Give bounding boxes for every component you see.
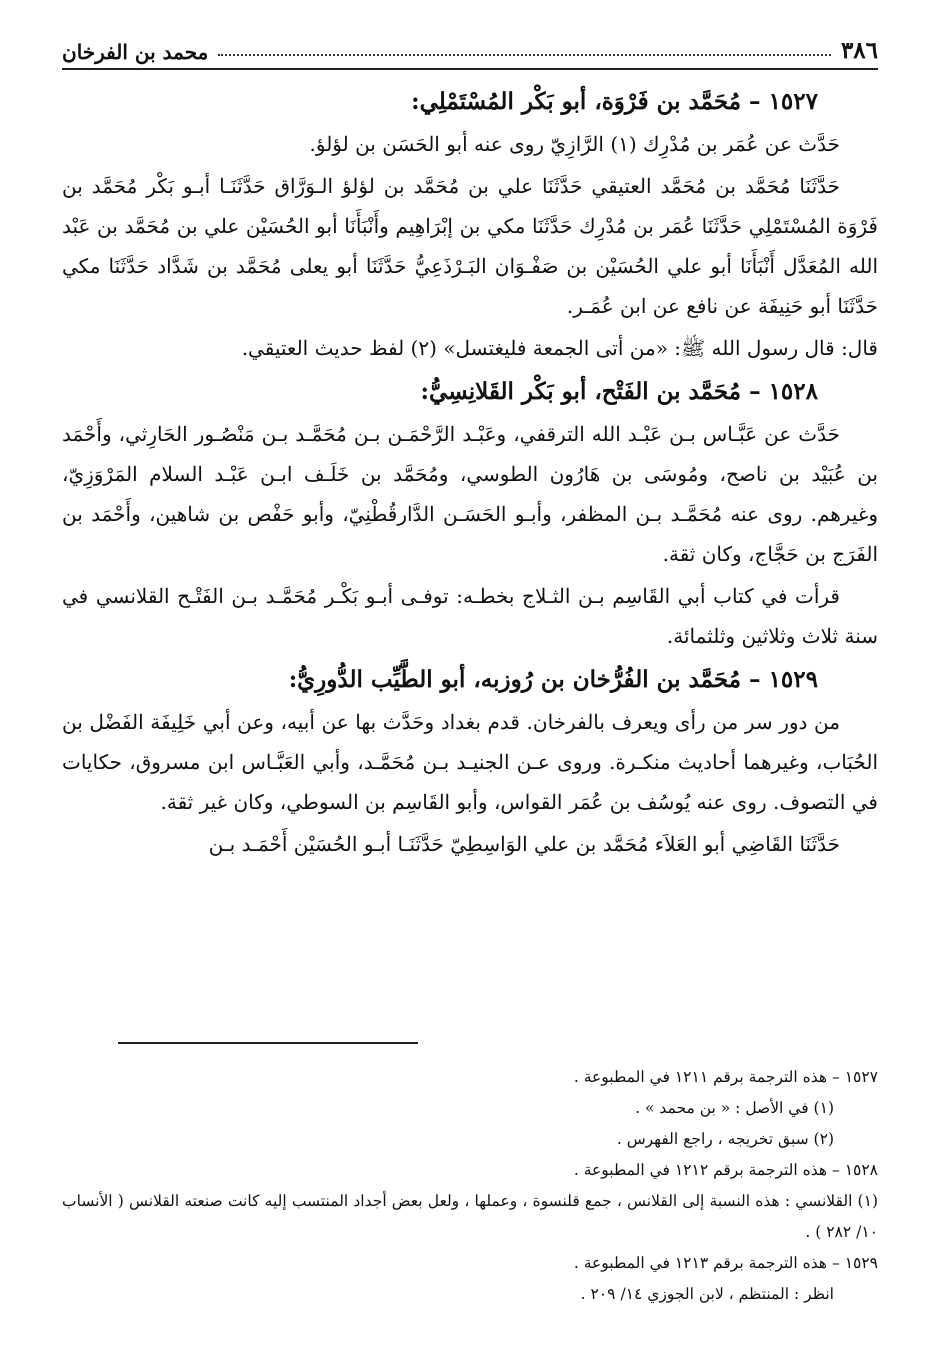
entry-1529-paragraph: حَدَّثَنَا القَاضِي أبو العَلاَء مُحَمَّد بن علي الوَاسِطِيّ حَدَّثَنَـا أبـو الحُسَيْن أَحْمَـد بـن xyxy=(208,832,840,856)
footnotes xyxy=(62,1062,878,1310)
entry-1527-paragraph: حَدَّثَنَا مُحَمَّد بن مُحَمَّد العتيقي حَدَّثَنَا علي بن مُحَمَّد بن لؤلؤ الـوَرَّاق حَدَّثَنَـا أبـو بَكْر مُحَمَّد بن فَرْوَة المُسْتَمْلِي حَدَّثَنَا عُمَر بن مُدْرِك حَدَّثَنَا مكي بن إبْرَاهِيم وأَنْبَأَنَا أبو الحُسَيْن علي بن مُحَمَّد بن عَبْد الله المُعَدَّل أَنْبَأَنَا أبو علي الحُسَيْن بن صَفْـوَان البَـرْذَعِيُّ حَدَّثَنَا أبو يعلى مُحَمَّد بن شَدَّاد حَدَّثَنَا مكي حَدَّثَنَا أبو حَنِيفَة عن نافع عن ابن عُمَـر. xyxy=(62,174,878,318)
entry-1528-paragraph: قرأت في كتاب أبي القَاسِم بـن الثـلاج بخطـه: توفـى أبـو بَكْـر مُحَمَّـد بـن الفَتْـح القلانسي في سنة ثلاث وثلاثين وثلثمائة. xyxy=(62,584,878,648)
main-text xyxy=(62,80,878,866)
footnote-1529: ١٥٢٩ – هذه الترجمة برقم ١٢١٣ في المطبوعة . xyxy=(573,1254,878,1272)
entry-heading-1528: ١٥٢٨ – مُحَمَّد بن الفَتْح، أبو بَكْر القَلانِسِيُّ: xyxy=(420,378,818,405)
footnote-1527-note-2: (٢) سبق تخريجه ، راجع الفهرس . xyxy=(616,1130,834,1148)
entry-1529-paragraph: من دور سر من رأى ويعرف بالفرخان. قدم بغداد وحَدَّث بها عن أبيه، وعن أبي خَلِيفَة الفَضْل بن الحُبَاب، وغيرهما أحاديث منكـرة. وروى عـن الجنيـد بـن مُحَمَّـد، وأبي العَبَّـاس ابن مسروق، حكايات في التصوف. روى عنه يُوسُف بن عُمَر القواس، وأبو القَاسِم بن السوطي، وكان غير ثقة. xyxy=(62,710,878,814)
footnote-divider xyxy=(118,1042,418,1044)
running-header xyxy=(62,30,878,70)
page-number: ٣٨٦ xyxy=(840,37,878,64)
header-dot-leader xyxy=(218,54,831,56)
entry-1527-paragraph: قال: قال رسول الله ﷺ: «من أتى الجمعة فليغتسل» (٢) لفظ حديث العتيقي. xyxy=(241,336,878,360)
entry-heading-1529: ١٥٢٩ – مُحَمَّد بن الفُرُّخان بن رُوزبه، أبو الطَّيِّب الدُّورِيُّ: xyxy=(288,666,818,693)
entry-1528-paragraph: حَدَّث عن عَبَّـاس بـن عَبْـد الله الترقفي، وعَبْـد الرَّحْمَـن بـن مُحَمَّـد بـن مَنْصُـور الحَارِثي، وأَحْمَد بن عُبَيْد بن ناصح، ومُوسَى بن هَارُون الطوسي، ومُحَمَّد بن خَلَـف ابـن عَبْـد السلام المَرْوَزِيّ، وغيرهم. روى عنه مُحَمَّـد بـن المظفر، وأبـو الحَسَـن الدَّارقُطْنِيّ، وأبو حَفْص بن شاهين، وأَحْمَد بن الفَرَج بن حَجَّاج، وكان ثقة. xyxy=(62,422,878,566)
footnote-1528: ١٥٢٨ – هذه الترجمة برقم ١٢١٢ في المطبوعة . xyxy=(573,1161,878,1179)
entry-1527-paragraph: حَدَّث عن عُمَر بن مُدْرِك (١) الرَّازِيّ روى عنه أبو الحَسَن بن لؤلؤ. xyxy=(309,132,840,156)
footnote-1527: ١٥٢٧ – هذه الترجمة برقم ١٢١١ في المطبوعة . xyxy=(573,1068,878,1086)
footnote-1529-reference: انظر : المنتظم ، لابن الجوزي ١٤/ ٢٠٩ . xyxy=(580,1285,834,1303)
entry-heading-1527: ١٥٢٧ – مُحَمَّد بن فَرْوَة، أبو بَكْر المُسْتَمْلِي: xyxy=(411,88,818,115)
footnote-1527-note-1: (١) في الأصل : « بن محمد » . xyxy=(635,1099,834,1117)
running-title: محمد بن الفرخان xyxy=(62,40,209,64)
footnote-1528-note-1: (١) القلانسي : هذه النسبة إلى القلانس ، جمع قلنسوة ، وعملها ، ولعل بعض أجداد المنتسب إليه كانت صنعته القلانس ( الأنساب ١٠/ ٢٨٢ ) . xyxy=(62,1192,878,1241)
